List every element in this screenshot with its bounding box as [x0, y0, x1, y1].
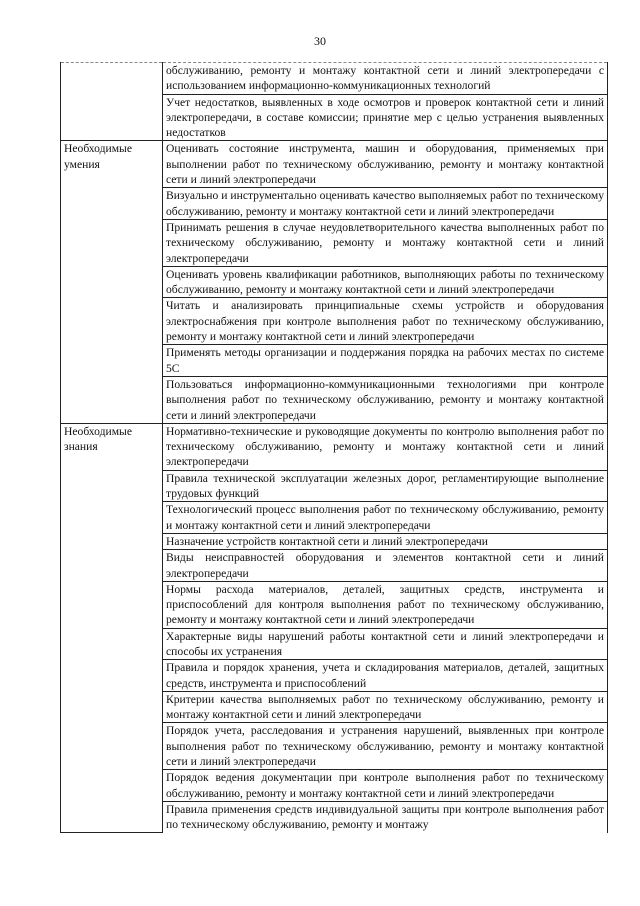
requirement-item: Порядок учета, расследования и устранения нарушений, выявленных при контроле выполнения работ по техническому обслуживанию, ремонту и монтажу контактной сети и линий электропередачи: [163, 723, 608, 770]
page-number: 30: [314, 34, 326, 48]
requirement-item: Нормативно-технические и руководящие документы по контролю выполнения работ по техническому обслуживанию, ремонту и монтажу контактной сети и линий электропередачи: [163, 423, 608, 470]
requirement-item: Читать и анализировать принципиальные схемы устройств и оборудования электроснабжения при контроле выполнения работ по техническому обслуживанию, ремонту и монтажу контактной сети и линий электропередачи: [163, 298, 608, 345]
requirement-item: Назначение устройств контактной сети и линий электропередачи: [163, 533, 608, 549]
requirement-item: Технологический процесс выполнения работ по техническому обслуживанию, ремонту и монтажу контактной сети и линий электропередачи: [163, 502, 608, 534]
requirement-item: Правила применения средств индивидуальной защиты при контроле выполнения работ по техническому обслуживанию, ремонту и монтажу: [163, 801, 608, 832]
requirement-item: Правила технической эксплуатации железных дорог, регламентирующие выполнение трудовых функций: [163, 470, 608, 502]
requirement-item: Порядок ведения документации при контроле выполнения работ по техническому обслуживанию, ремонту и монтажу контактной сети и линий электропередачи: [163, 770, 608, 802]
requirement-item: Визуально и инструментально оценивать качество выполняемых работ по техническому обслуживанию, ремонту и монтажу контактной сети и линий электропередачи: [163, 188, 608, 220]
requirement-item: Виды неисправностей оборудования и элементов контактной сети и линий электропередачи: [163, 550, 608, 582]
requirement-item: Правила и порядок хранения, учета и складирования материалов, деталей, защитных средств, инструмента и приспособлений: [163, 660, 608, 692]
section-label: Необходимые знания: [61, 423, 163, 832]
requirement-item: Характерные виды нарушений работы контактной сети и линий электропередачи и способы их устранения: [163, 628, 608, 660]
section-label: [61, 63, 163, 141]
requirement-item: Оценивать состояние инструмента, машин и оборудования, применяемых при выполнении работ по техническому обслуживанию, ремонту и монтажу контактной сети и линий электропередачи: [163, 141, 608, 188]
requirement-item: Применять методы организации и поддержания порядка на рабочих местах по системе 5С: [163, 345, 608, 377]
requirement-item: обслуживанию, ремонту и монтажу контактной сети и линий электропередачи с использованием информационно-коммуникационных технологий: [163, 63, 608, 95]
table-row: [61, 423, 608, 470]
requirement-item: Пользоваться информационно-коммуникационными технологиями при контроле выполнения работ по техническому обслуживанию, ремонту и монтажу контактной сети и линий электропередачи: [163, 376, 608, 423]
requirement-item: Оценивать уровень квалификации работников, выполняющих работы по техническому обслуживанию, ремонту и монтажу контактной сети и линий электропередачи: [163, 266, 608, 298]
requirement-item: Учет недостатков, выявленных в ходе осмотров и проверок контактной сети и линий электропередачи, в составе комиссии; принятие мер с целью устранения выявленных недостатков: [163, 94, 608, 141]
table-row: [61, 63, 608, 95]
requirement-item: Критерии качества выполняемых работ по техническому обслуживанию, ремонту и монтажу контактной сети и линий электропередачи: [163, 691, 608, 723]
requirements-table: [60, 62, 608, 833]
requirement-item: Принимать решения в случае неудовлетворительного качества выполненных работ по техническому обслуживанию, ремонту и монтажу контактной сети и линий электропередачи: [163, 219, 608, 266]
requirement-item: Нормы расхода материалов, деталей, защитных средств, инструмента и приспособлений для контроля выполнения работ по техническому обслуживанию, ремонту и монтажу контактной сети и линий электропередачи: [163, 581, 608, 628]
requirements-table-body: [61, 63, 608, 833]
table-row: [61, 141, 608, 188]
section-label: Необходимые умения: [61, 141, 163, 423]
